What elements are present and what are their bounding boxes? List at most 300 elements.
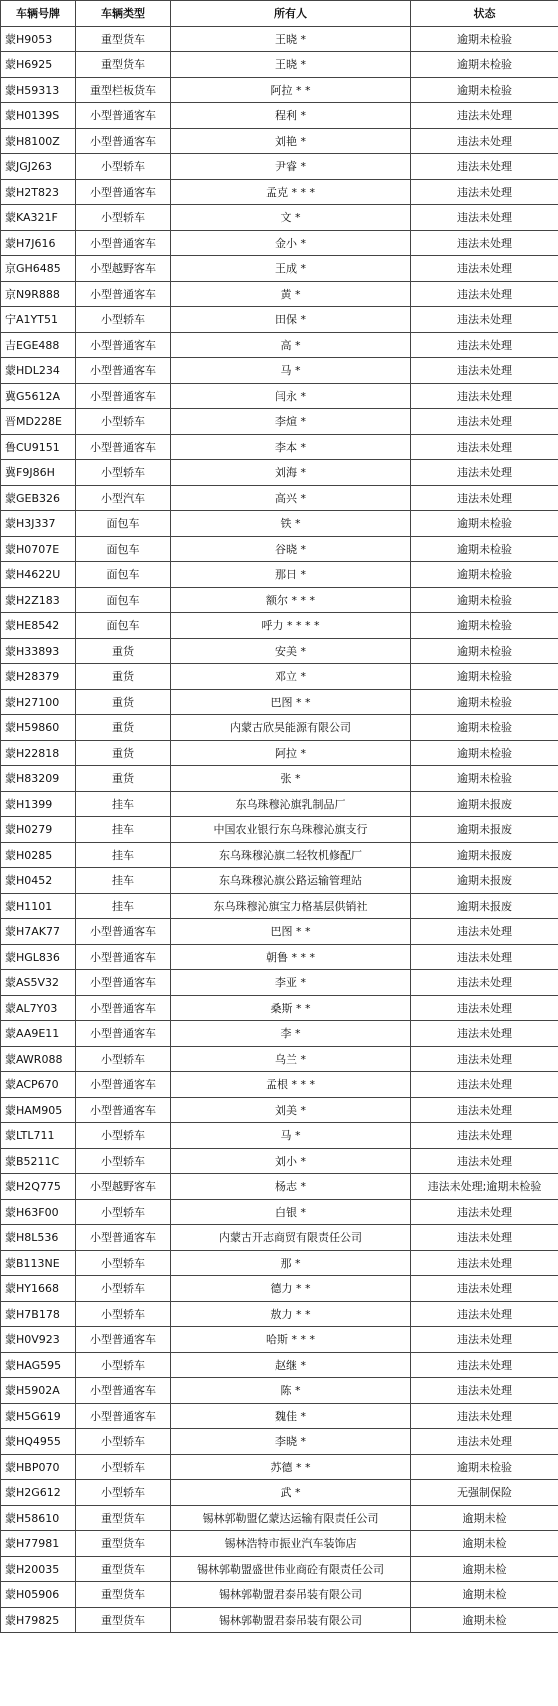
table-row — [1, 1123, 558, 1149]
cell-vehicle-type: 重型货车 — [76, 1607, 171, 1633]
cell-owner: 德力 * * — [171, 1276, 411, 1302]
cell-status: 违法未处理 — [411, 1072, 558, 1098]
cell-owner: 陈 * — [171, 1378, 411, 1404]
cell-status: 违法未处理 — [411, 485, 558, 511]
cell-plate: 蒙H4622U — [1, 562, 76, 588]
table-row — [1, 1072, 558, 1098]
table-row — [1, 1531, 558, 1557]
cell-owner: 锡林郭勒盟盛世伟业商砼有限责任公司 — [171, 1556, 411, 1582]
cell-plate: 蒙JGJ263 — [1, 154, 76, 180]
cell-plate: 蒙H0452 — [1, 868, 76, 894]
cell-plate: 蒙H6925 — [1, 52, 76, 78]
cell-plate: 蒙H5902A — [1, 1378, 76, 1404]
cell-vehicle-type: 挂车 — [76, 842, 171, 868]
table-row — [1, 1429, 558, 1455]
cell-status: 逾期未报废 — [411, 791, 558, 817]
cell-plate: 晋MD228E — [1, 409, 76, 435]
cell-owner: 东乌珠穆沁旗公路运输管理站 — [171, 868, 411, 894]
table-row — [1, 842, 558, 868]
cell-plate: 蒙HAM905 — [1, 1097, 76, 1123]
cell-owner: 高 * — [171, 332, 411, 358]
table-row — [1, 205, 558, 231]
cell-status: 逾期未检验 — [411, 587, 558, 613]
cell-plate: 京N9R888 — [1, 281, 76, 307]
cell-vehicle-type: 重货 — [76, 638, 171, 664]
cell-vehicle-type: 小型越野客车 — [76, 1174, 171, 1200]
table-row — [1, 256, 558, 282]
cell-status: 违法未处理 — [411, 1276, 558, 1302]
cell-vehicle-type: 挂车 — [76, 868, 171, 894]
cell-vehicle-type: 重型栏板货车 — [76, 77, 171, 103]
cell-status: 违法未处理 — [411, 383, 558, 409]
cell-plate: 蒙H20035 — [1, 1556, 76, 1582]
cell-vehicle-type: 小型轿车 — [76, 1148, 171, 1174]
table-body — [1, 26, 558, 1633]
cell-vehicle-type: 小型普通客车 — [76, 944, 171, 970]
cell-owner: 文 * — [171, 205, 411, 231]
cell-plate: 蒙GEB326 — [1, 485, 76, 511]
table-row — [1, 26, 558, 52]
cell-vehicle-type: 小型汽车 — [76, 485, 171, 511]
cell-owner: 孟克 * * * — [171, 179, 411, 205]
cell-vehicle-type: 小型普通客车 — [76, 1225, 171, 1251]
cell-status: 违法未处理 — [411, 1097, 558, 1123]
cell-vehicle-type: 小型越野客车 — [76, 256, 171, 282]
cell-vehicle-type: 重货 — [76, 664, 171, 690]
cell-status: 违法未处理 — [411, 1429, 558, 1455]
cell-status: 违法未处理 — [411, 358, 558, 384]
cell-plate: 宁A1YT51 — [1, 307, 76, 333]
cell-status: 违法未处理 — [411, 205, 558, 231]
cell-owner: 黄 * — [171, 281, 411, 307]
cell-owner: 闫永 * — [171, 383, 411, 409]
cell-plate: 蒙H7AK77 — [1, 919, 76, 945]
table-row — [1, 460, 558, 486]
cell-status: 逾期未检验 — [411, 766, 558, 792]
cell-status: 逾期未检验 — [411, 52, 558, 78]
cell-owner: 刘美 * — [171, 1097, 411, 1123]
cell-vehicle-type: 小型轿车 — [76, 154, 171, 180]
cell-owner: 内蒙古欣昊能源有限公司 — [171, 715, 411, 741]
cell-vehicle-type: 重型货车 — [76, 52, 171, 78]
table-row — [1, 154, 558, 180]
cell-vehicle-type: 重型货车 — [76, 1556, 171, 1582]
cell-owner: 田保 * — [171, 307, 411, 333]
cell-vehicle-type: 面包车 — [76, 536, 171, 562]
cell-status: 逾期未报废 — [411, 893, 558, 919]
cell-owner: 李亚 * — [171, 970, 411, 996]
cell-plate: 蒙ACP670 — [1, 1072, 76, 1098]
cell-owner: 李晓 * — [171, 1429, 411, 1455]
cell-vehicle-type: 小型普通客车 — [76, 179, 171, 205]
cell-plate: 蒙H1399 — [1, 791, 76, 817]
cell-status: 无强制保险 — [411, 1480, 558, 1506]
cell-status: 违法未处理 — [411, 409, 558, 435]
cell-owner: 巴图 * * — [171, 689, 411, 715]
table-row — [1, 1378, 558, 1404]
cell-status: 逾期未检 — [411, 1505, 558, 1531]
table-row — [1, 919, 558, 945]
cell-plate: 鲁CU9151 — [1, 434, 76, 460]
cell-vehicle-type: 小型普通客车 — [76, 230, 171, 256]
table-row — [1, 179, 558, 205]
cell-plate: 蒙HDL234 — [1, 358, 76, 384]
cell-status: 违法未处理 — [411, 1403, 558, 1429]
cell-owner: 金小 * — [171, 230, 411, 256]
cell-status: 违法未处理 — [411, 1199, 558, 1225]
cell-vehicle-type: 小型普通客车 — [76, 358, 171, 384]
cell-vehicle-type: 小型轿车 — [76, 460, 171, 486]
cell-owner: 李 * — [171, 1021, 411, 1047]
cell-status: 违法未处理 — [411, 103, 558, 129]
table-row — [1, 409, 558, 435]
table-row — [1, 358, 558, 384]
table-row — [1, 638, 558, 664]
cell-plate: 蒙H7B178 — [1, 1301, 76, 1327]
cell-status: 违法未处理 — [411, 995, 558, 1021]
cell-vehicle-type: 重货 — [76, 689, 171, 715]
cell-owner: 武 * — [171, 1480, 411, 1506]
table-row — [1, 307, 558, 333]
cell-vehicle-type: 小型普通客车 — [76, 434, 171, 460]
cell-status: 违法未处理 — [411, 1148, 558, 1174]
cell-status: 违法未处理 — [411, 179, 558, 205]
table-row — [1, 817, 558, 843]
cell-vehicle-type: 面包车 — [76, 587, 171, 613]
table-row — [1, 893, 558, 919]
cell-owner: 呼力 * * * * — [171, 613, 411, 639]
cell-plate: 吉EGE488 — [1, 332, 76, 358]
cell-plate: 蒙B113NE — [1, 1250, 76, 1276]
cell-owner: 孟根 * * * — [171, 1072, 411, 1098]
cell-vehicle-type: 小型轿车 — [76, 1301, 171, 1327]
table-row — [1, 1199, 558, 1225]
cell-status: 逾期未检验 — [411, 740, 558, 766]
cell-owner: 东乌珠穆沁旗二轻牧机修配厂 — [171, 842, 411, 868]
cell-owner: 尹睿 * — [171, 154, 411, 180]
cell-status: 违法未处理 — [411, 1046, 558, 1072]
table-row — [1, 1505, 558, 1531]
cell-status: 逾期未检 — [411, 1582, 558, 1608]
cell-vehicle-type: 小型轿车 — [76, 1276, 171, 1302]
cell-plate: 冀G5612A — [1, 383, 76, 409]
cell-plate: 蒙H8100Z — [1, 128, 76, 154]
table-row — [1, 970, 558, 996]
table-row — [1, 77, 558, 103]
table-row — [1, 868, 558, 894]
cell-vehicle-type: 重货 — [76, 740, 171, 766]
cell-vehicle-type: 小型普通客车 — [76, 995, 171, 1021]
cell-owner: 东乌珠穆沁旗宝力格基层供销社 — [171, 893, 411, 919]
cell-plate: 蒙AA9E11 — [1, 1021, 76, 1047]
table-row — [1, 1148, 558, 1174]
header-vehicle-type: 车辆类型 — [76, 1, 171, 27]
cell-vehicle-type: 小型普通客车 — [76, 281, 171, 307]
cell-plate: 蒙HQ4955 — [1, 1429, 76, 1455]
cell-owner: 马 * — [171, 358, 411, 384]
cell-owner: 李煊 * — [171, 409, 411, 435]
cell-vehicle-type: 面包车 — [76, 511, 171, 537]
cell-status: 违法未处理 — [411, 970, 558, 996]
cell-plate: 蒙H2Z183 — [1, 587, 76, 613]
table-row — [1, 1352, 558, 1378]
cell-status: 逾期未检验 — [411, 638, 558, 664]
cell-status: 逾期未检验 — [411, 511, 558, 537]
cell-vehicle-type: 小型轿车 — [76, 1199, 171, 1225]
cell-status: 违法未处理 — [411, 281, 558, 307]
cell-owner: 朝鲁 * * * — [171, 944, 411, 970]
cell-owner: 阿拉 * — [171, 740, 411, 766]
cell-owner: 苏德 * * — [171, 1454, 411, 1480]
cell-owner: 中国农业银行东乌珠穆沁旗支行 — [171, 817, 411, 843]
cell-status: 违法未处理 — [411, 944, 558, 970]
table-row — [1, 230, 558, 256]
cell-owner: 谷晓 * — [171, 536, 411, 562]
cell-owner: 乌兰 * — [171, 1046, 411, 1072]
cell-vehicle-type: 小型普通客车 — [76, 919, 171, 945]
cell-vehicle-type: 小型轿车 — [76, 1046, 171, 1072]
cell-plate: 蒙H3J337 — [1, 511, 76, 537]
cell-plate: 蒙H0279 — [1, 817, 76, 843]
cell-owner: 邓立 * — [171, 664, 411, 690]
cell-plate: 蒙H0V923 — [1, 1327, 76, 1353]
cell-vehicle-type: 面包车 — [76, 562, 171, 588]
cell-owner: 杨志 * — [171, 1174, 411, 1200]
cell-owner: 阿拉 * * — [171, 77, 411, 103]
cell-owner: 安美 * — [171, 638, 411, 664]
cell-owner: 哈斯 * * * — [171, 1327, 411, 1353]
cell-vehicle-type: 小型轿车 — [76, 205, 171, 231]
cell-status: 违法未处理 — [411, 1225, 558, 1251]
cell-plate: 蒙H2G612 — [1, 1480, 76, 1506]
cell-status: 违法未处理 — [411, 1021, 558, 1047]
cell-plate: 蒙H0139S — [1, 103, 76, 129]
table-row — [1, 103, 558, 129]
cell-plate: 蒙H2T823 — [1, 179, 76, 205]
cell-plate: 蒙H7J616 — [1, 230, 76, 256]
cell-vehicle-type: 小型普通客车 — [76, 1097, 171, 1123]
cell-plate: 蒙H83209 — [1, 766, 76, 792]
table-row — [1, 944, 558, 970]
cell-owner: 王晓 * — [171, 52, 411, 78]
cell-owner: 魏佳 * — [171, 1403, 411, 1429]
cell-status: 违法未处理 — [411, 1352, 558, 1378]
table-row — [1, 434, 558, 460]
table-row — [1, 1301, 558, 1327]
cell-owner: 巴图 * * — [171, 919, 411, 945]
table-row — [1, 613, 558, 639]
cell-status: 违法未处理 — [411, 1123, 558, 1149]
table-row — [1, 689, 558, 715]
cell-status: 违法未处理 — [411, 1301, 558, 1327]
table-row — [1, 1556, 558, 1582]
cell-owner: 锡林浩特市振业汽车装饰店 — [171, 1531, 411, 1557]
cell-status: 逾期未报废 — [411, 842, 558, 868]
cell-vehicle-type: 挂车 — [76, 791, 171, 817]
cell-plate: 蒙AL7Y03 — [1, 995, 76, 1021]
cell-status: 违法未处理 — [411, 1378, 558, 1404]
table-row — [1, 536, 558, 562]
table-row — [1, 1250, 558, 1276]
cell-owner: 刘海 * — [171, 460, 411, 486]
cell-plate: 蒙H1101 — [1, 893, 76, 919]
cell-plate: 蒙H8L536 — [1, 1225, 76, 1251]
cell-plate: 冀F9J86H — [1, 460, 76, 486]
cell-vehicle-type: 小型普通客车 — [76, 128, 171, 154]
cell-plate: 蒙H59313 — [1, 77, 76, 103]
cell-owner: 东乌珠穆沁旗乳制品厂 — [171, 791, 411, 817]
cell-vehicle-type: 小型普通客车 — [76, 1327, 171, 1353]
table-row — [1, 1327, 558, 1353]
cell-vehicle-type: 小型普通客车 — [76, 103, 171, 129]
cell-plate: 蒙H05906 — [1, 1582, 76, 1608]
table-row — [1, 1403, 558, 1429]
table-row — [1, 1174, 558, 1200]
cell-vehicle-type: 小型普通客车 — [76, 383, 171, 409]
cell-plate: 蒙HY1668 — [1, 1276, 76, 1302]
table-row — [1, 1097, 558, 1123]
cell-vehicle-type: 小型普通客车 — [76, 1021, 171, 1047]
cell-status: 逾期未检 — [411, 1607, 558, 1633]
header-plate: 车辆号牌 — [1, 1, 76, 27]
cell-vehicle-type: 挂车 — [76, 817, 171, 843]
table-row — [1, 511, 558, 537]
cell-vehicle-type: 重型货车 — [76, 1531, 171, 1557]
cell-owner: 马 * — [171, 1123, 411, 1149]
cell-owner: 锡林郭勒盟君泰吊装有限公司 — [171, 1582, 411, 1608]
cell-vehicle-type: 小型轿车 — [76, 1123, 171, 1149]
table-row — [1, 281, 558, 307]
cell-vehicle-type: 小型轿车 — [76, 1250, 171, 1276]
cell-owner: 额尔 * * * — [171, 587, 411, 613]
cell-owner: 桑斯 * * — [171, 995, 411, 1021]
cell-vehicle-type: 重型货车 — [76, 26, 171, 52]
cell-vehicle-type: 小型普通客车 — [76, 1378, 171, 1404]
cell-status: 逾期未检验 — [411, 26, 558, 52]
cell-vehicle-type: 重货 — [76, 766, 171, 792]
table-row — [1, 332, 558, 358]
table-row — [1, 1276, 558, 1302]
cell-plate: 蒙H59860 — [1, 715, 76, 741]
cell-status: 逾期未检 — [411, 1556, 558, 1582]
cell-owner: 刘艳 * — [171, 128, 411, 154]
cell-vehicle-type: 重型货车 — [76, 1582, 171, 1608]
cell-status: 逾期未检验 — [411, 689, 558, 715]
cell-plate: 蒙H63F00 — [1, 1199, 76, 1225]
cell-status: 违法未处理 — [411, 230, 558, 256]
cell-plate: 京GH6485 — [1, 256, 76, 282]
cell-plate: 蒙HAG595 — [1, 1352, 76, 1378]
cell-plate: 蒙H77981 — [1, 1531, 76, 1557]
cell-owner: 那 * — [171, 1250, 411, 1276]
cell-owner: 程利 * — [171, 103, 411, 129]
cell-plate: 蒙LTL711 — [1, 1123, 76, 1149]
cell-vehicle-type: 小型普通客车 — [76, 1072, 171, 1098]
cell-vehicle-type: 小型轿车 — [76, 307, 171, 333]
cell-status: 逾期未检验 — [411, 613, 558, 639]
table-row — [1, 1454, 558, 1480]
cell-plate: 蒙H22818 — [1, 740, 76, 766]
cell-plate: 蒙B5211C — [1, 1148, 76, 1174]
cell-owner: 王成 * — [171, 256, 411, 282]
cell-vehicle-type: 小型轿车 — [76, 1480, 171, 1506]
cell-vehicle-type: 挂车 — [76, 893, 171, 919]
table-row — [1, 562, 558, 588]
cell-owner: 内蒙古开志商贸有限责任公司 — [171, 1225, 411, 1251]
table-row — [1, 1582, 558, 1608]
cell-status: 违法未处理 — [411, 256, 558, 282]
table-row — [1, 740, 558, 766]
cell-status: 逾期未检验 — [411, 715, 558, 741]
cell-status: 逾期未报废 — [411, 868, 558, 894]
header-status: 状态 — [411, 1, 558, 27]
header-row — [1, 1, 558, 27]
cell-status: 违法未处理 — [411, 332, 558, 358]
cell-plate: 蒙AWR088 — [1, 1046, 76, 1072]
cell-status: 违法未处理 — [411, 154, 558, 180]
cell-plate: 蒙KA321F — [1, 205, 76, 231]
cell-vehicle-type: 面包车 — [76, 613, 171, 639]
cell-vehicle-type: 小型轿车 — [76, 1454, 171, 1480]
table-row — [1, 128, 558, 154]
cell-status: 逾期未检验 — [411, 562, 558, 588]
table-row — [1, 52, 558, 78]
cell-owner: 张 * — [171, 766, 411, 792]
table-row — [1, 664, 558, 690]
cell-plate: 蒙H5G619 — [1, 1403, 76, 1429]
cell-owner: 白银 * — [171, 1199, 411, 1225]
cell-owner: 李本 * — [171, 434, 411, 460]
cell-plate: 蒙H28379 — [1, 664, 76, 690]
cell-plate: 蒙H27100 — [1, 689, 76, 715]
cell-owner: 高兴 * — [171, 485, 411, 511]
cell-status: 违法未处理 — [411, 128, 558, 154]
cell-plate: 蒙H58610 — [1, 1505, 76, 1531]
table-header — [1, 1, 558, 27]
cell-owner: 锡林郭勒盟君泰吊装有限公司 — [171, 1607, 411, 1633]
cell-status: 违法未处理 — [411, 434, 558, 460]
cell-owner: 王晓 * — [171, 26, 411, 52]
table-row — [1, 1607, 558, 1633]
table-row — [1, 766, 558, 792]
table-row — [1, 715, 558, 741]
cell-plate: 蒙HBP070 — [1, 1454, 76, 1480]
cell-plate: 蒙HE8542 — [1, 613, 76, 639]
cell-status: 违法未处理 — [411, 1250, 558, 1276]
cell-vehicle-type: 小型轿车 — [76, 409, 171, 435]
cell-vehicle-type: 小型轿车 — [76, 1352, 171, 1378]
cell-status: 逾期未检验 — [411, 1454, 558, 1480]
table-row — [1, 1021, 558, 1047]
table-row — [1, 1046, 558, 1072]
cell-owner: 刘小 * — [171, 1148, 411, 1174]
cell-owner: 赵继 * — [171, 1352, 411, 1378]
cell-status: 违法未处理 — [411, 307, 558, 333]
cell-plate: 蒙HGL836 — [1, 944, 76, 970]
cell-vehicle-type: 重型货车 — [76, 1505, 171, 1531]
cell-plate: 蒙H0285 — [1, 842, 76, 868]
cell-owner: 敖力 * * — [171, 1301, 411, 1327]
table-row — [1, 485, 558, 511]
table-row — [1, 995, 558, 1021]
cell-owner: 铁 * — [171, 511, 411, 537]
table-row — [1, 1480, 558, 1506]
cell-vehicle-type: 小型普通客车 — [76, 970, 171, 996]
cell-status: 违法未处理 — [411, 1327, 558, 1353]
cell-status: 逾期未检验 — [411, 77, 558, 103]
cell-status: 逾期未检验 — [411, 664, 558, 690]
cell-plate: 蒙H9053 — [1, 26, 76, 52]
